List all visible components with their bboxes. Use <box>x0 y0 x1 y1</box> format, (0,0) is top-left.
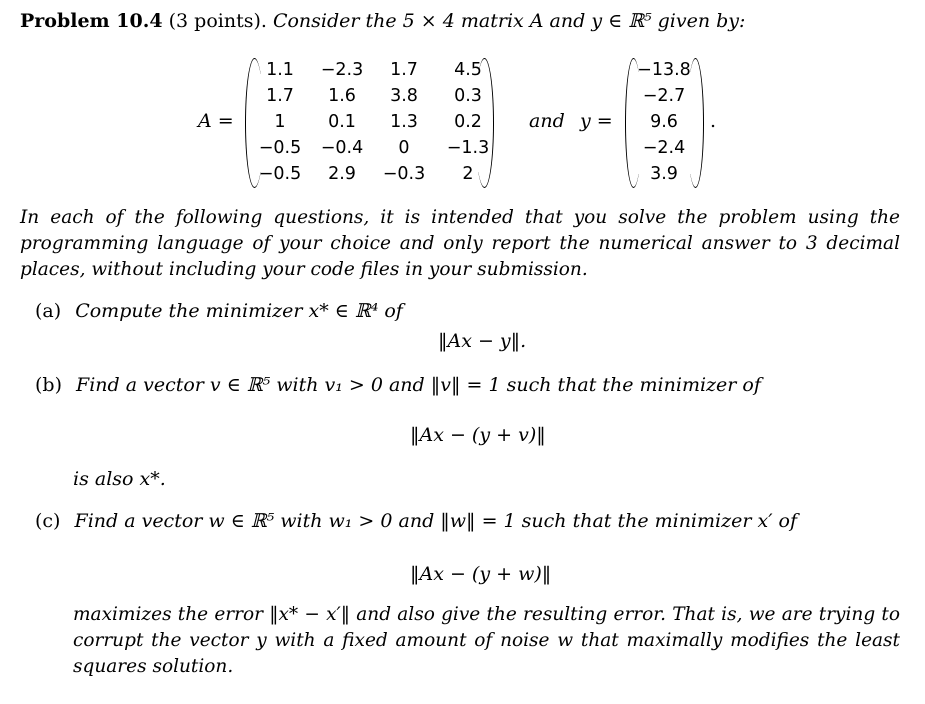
vector-y-label: y = <box>580 110 613 132</box>
problem-label: Problem 10.4 <box>20 10 163 32</box>
matrix-a-cell: 2 <box>462 164 474 184</box>
vector-y-entry: −2.7 <box>642 86 686 106</box>
part-a-label: (a) <box>35 300 62 322</box>
matrix-a-cell: −1.3 <box>446 138 490 158</box>
part-a <box>35 300 403 322</box>
part-b-after: is also x*. <box>73 468 166 490</box>
part-c-after: maximizes the error ‖x* − x′‖ and also give the resulting error. That is, we are trying to corrupt the vector y with a fixed amount of noise w that maximally modifies the least squares solution. <box>73 604 900 677</box>
matrix-a-cell: 1.1 <box>266 60 294 80</box>
problem-statement: Consider the 5 × 4 matrix A and y ∈ ℝ⁵ given by: <box>272 10 746 32</box>
matrix-a-cell: 1 <box>274 112 286 132</box>
part-c-label: (c) <box>35 510 61 532</box>
vector-y <box>625 58 705 188</box>
vector-y-entry: 3.9 <box>650 164 678 184</box>
matrix-a-cell: 1.7 <box>390 60 418 80</box>
matrix-a <box>245 58 495 188</box>
matrix-a-cell: 1.7 <box>266 86 294 106</box>
matrix-a-cell: 0 <box>398 138 410 158</box>
part-c-text: Find a vector w ∈ ℝ⁵ with w₁ > 0 and ‖w‖ = 1 such that the minimizer x′ of <box>74 510 798 532</box>
vector-y-entry: 9.6 <box>650 112 678 132</box>
part-b-text: Find a vector v ∈ ℝ⁵ with v₁ > 0 and ‖v‖ = 1 such that the minimizer of <box>76 374 761 396</box>
matrix-a-cell: 0.1 <box>328 112 356 132</box>
part-c <box>35 510 797 532</box>
matrix-a-cell: 3.8 <box>390 86 418 106</box>
matrix-a-cell: 4.5 <box>454 60 482 80</box>
matrix-a-cell: 2.9 <box>328 164 356 184</box>
intro-paragraph: In each of the following questions, it is intended that you solve the problem using the programming language of your choice and only report the numerical answer to 3 decimal places, without including your code files in your submission. <box>20 207 900 280</box>
matrix-a-cell: 1.3 <box>390 112 418 132</box>
matrix-a-cell: 1.6 <box>328 86 356 106</box>
problem-points: (3 points). <box>168 10 267 32</box>
matrix-a-cell: 0.2 <box>454 112 482 132</box>
vector-y-entry: −2.4 <box>642 138 686 158</box>
vector-y-period: . <box>710 110 717 132</box>
matrix-a-cell: −0.5 <box>258 164 302 184</box>
matrix-a-cell: 0.3 <box>454 86 482 106</box>
problem-heading <box>20 10 745 32</box>
matrix-a-label: A = <box>198 110 234 132</box>
part-b-label: (b) <box>35 374 62 396</box>
part-a-text: Compute the minimizer x* ∈ ℝ⁴ of <box>75 300 403 322</box>
part-c-formula: ‖Ax − (y + w)‖ <box>410 563 552 585</box>
matrix-a-cell: −2.3 <box>320 60 364 80</box>
part-b <box>35 374 761 396</box>
matrix-a-cell: −0.3 <box>382 164 426 184</box>
vector-y-entry: −13.8 <box>637 60 691 80</box>
part-b-formula: ‖Ax − (y + v)‖ <box>410 424 546 446</box>
part-a-formula: ‖Ax − y‖. <box>438 330 527 352</box>
matrix-a-cell: −0.5 <box>258 138 302 158</box>
and-connector: and <box>529 110 565 132</box>
matrix-a-cell: −0.4 <box>320 138 364 158</box>
